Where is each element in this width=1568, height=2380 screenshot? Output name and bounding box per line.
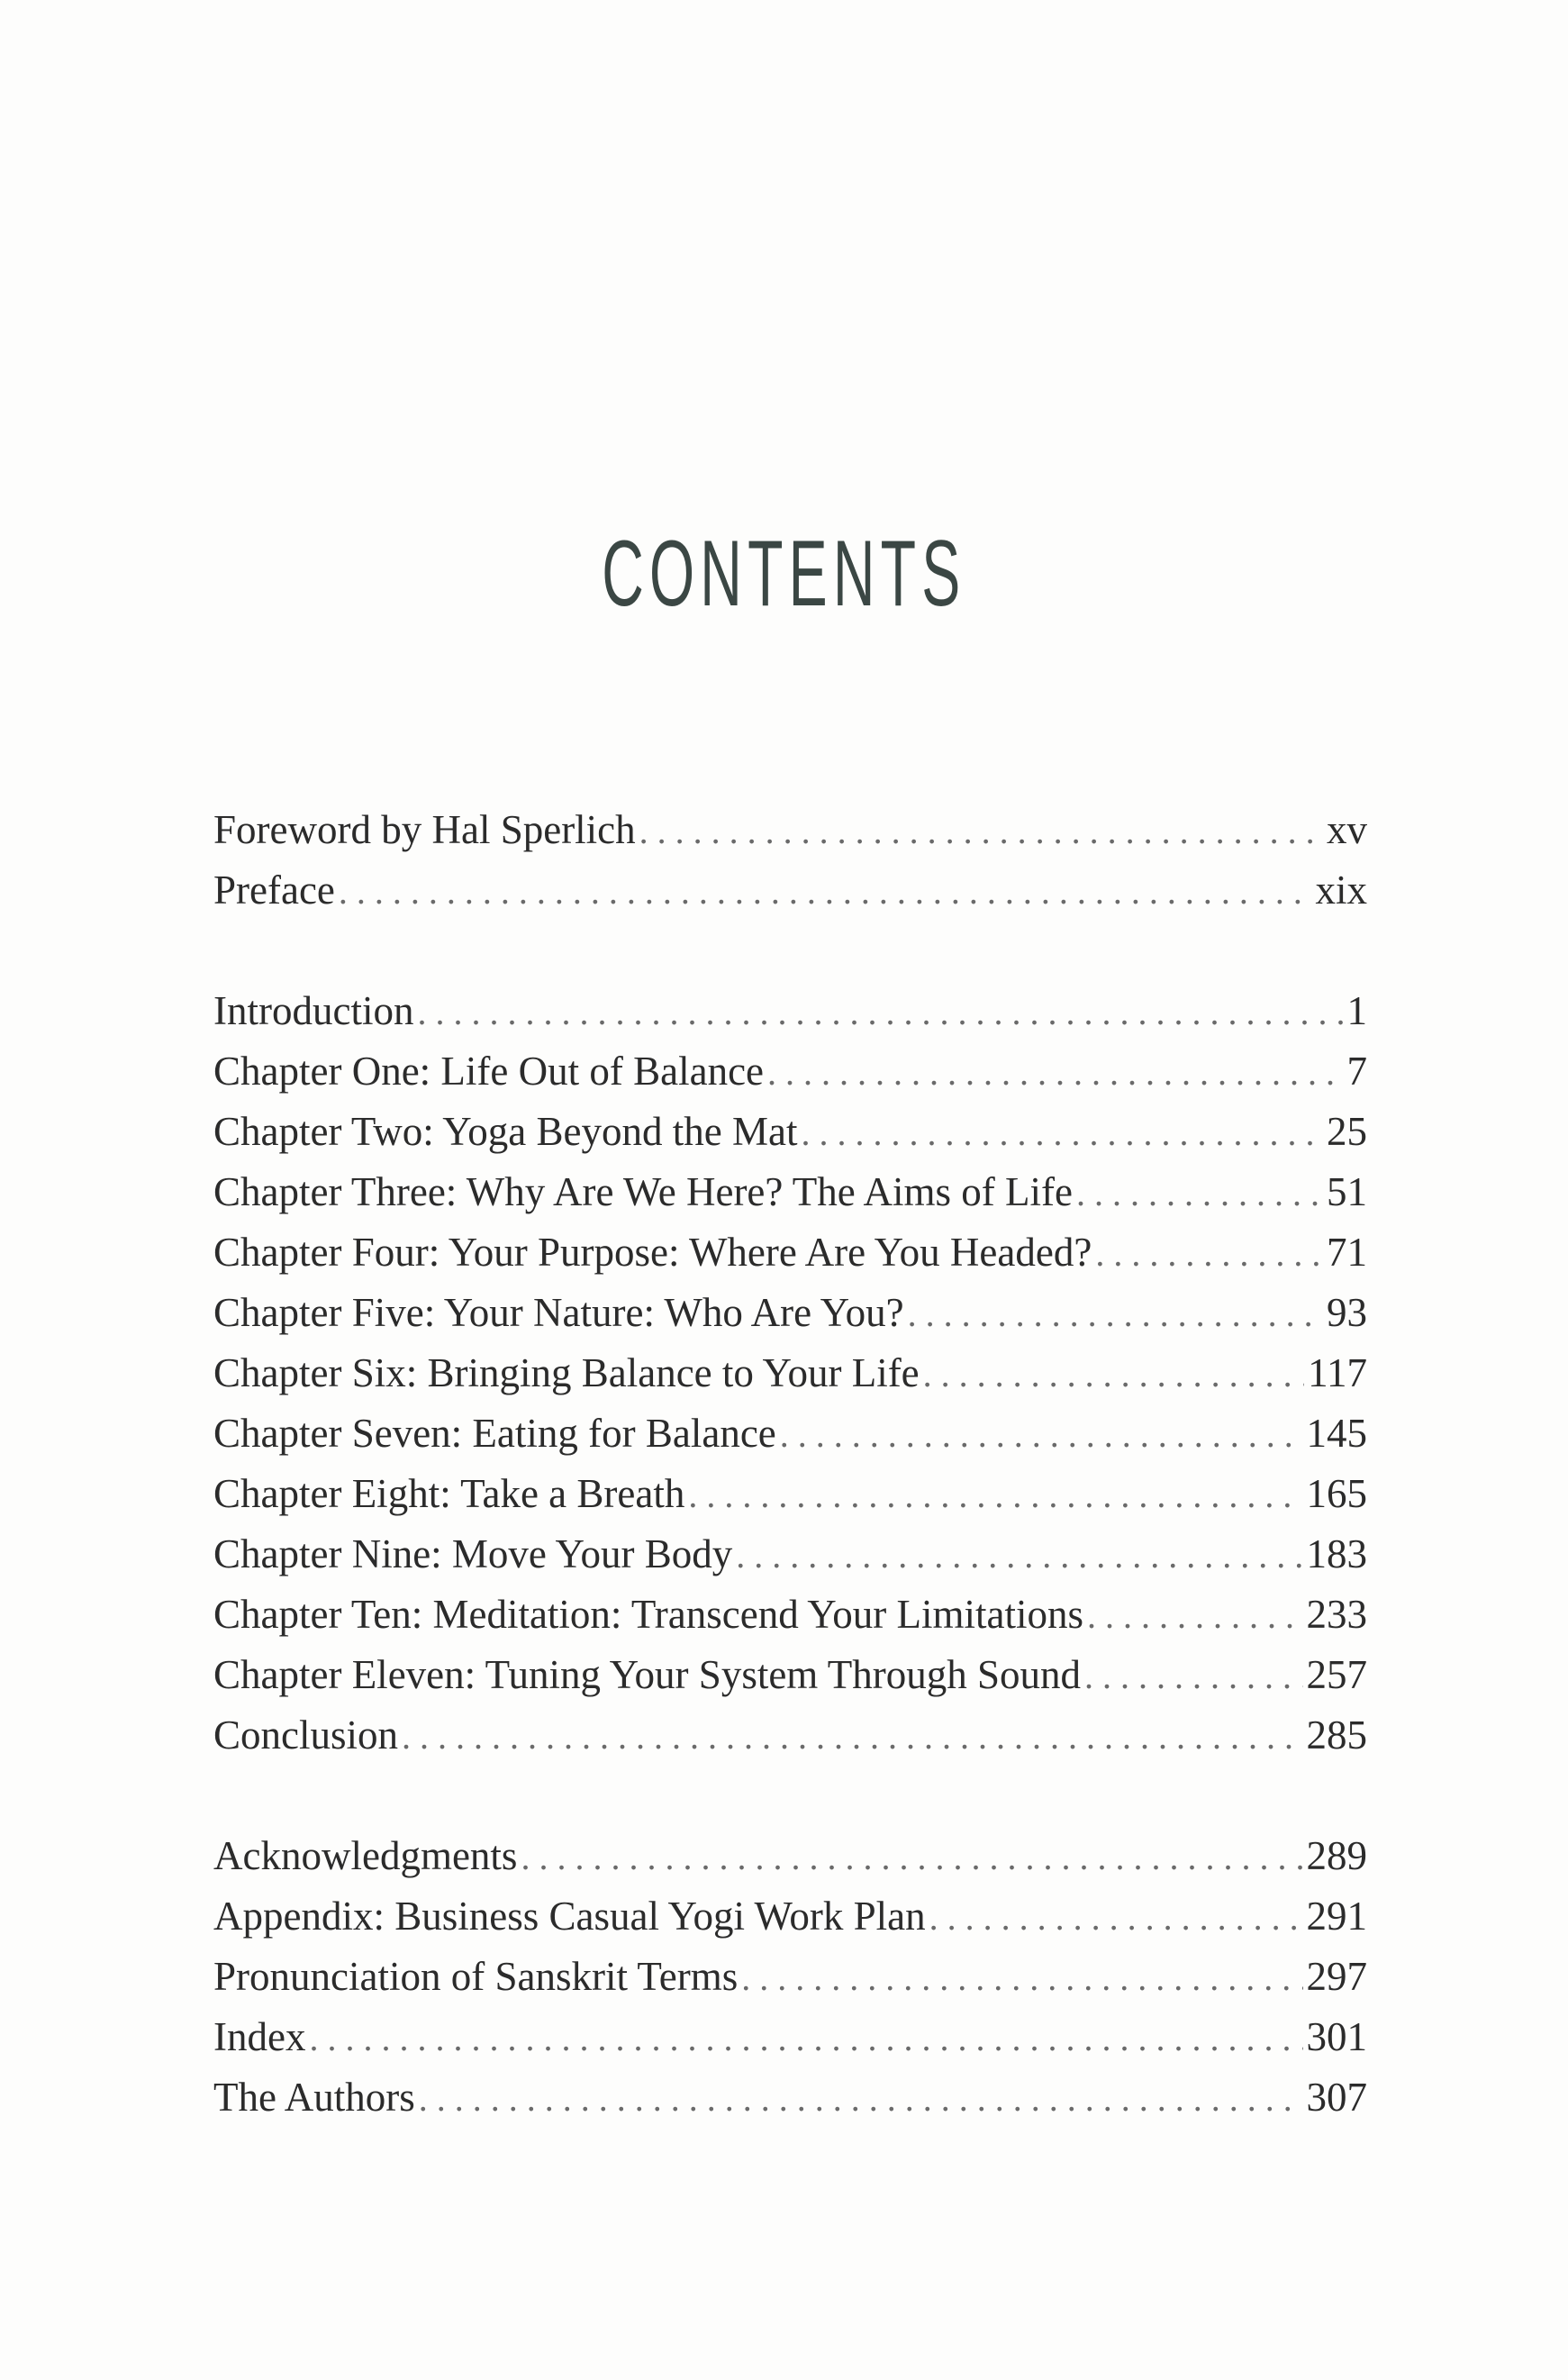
toc-entry-page: 51 [1327,1169,1367,1214]
toc-entry-title: Chapter Seven: Eating for Balance [213,1411,776,1456]
toc-entry [213,1645,1367,1705]
toc-entry [213,1283,1367,1343]
toc-entry [213,1403,1367,1464]
toc-entry-page: 307 [1306,2075,1367,2120]
dot-leader [929,1887,1303,1948]
dot-leader [801,1103,1323,1163]
toc-entry-title: Acknowledgments [213,1833,518,1878]
dot-leader [1084,1646,1303,1706]
toc-entry [213,800,1367,860]
toc-entry-page: xv [1327,807,1367,852]
toc-entry-page: 183 [1306,1531,1367,1576]
toc-entry-title: Chapter Ten: Meditation: Transcend Your Limitations [213,1592,1083,1637]
toc-entry [213,1524,1367,1585]
dot-leader [923,1344,1305,1404]
dot-leader [309,2008,1302,2068]
dot-leader [521,1827,1302,1887]
toc-entry-title: Preface [213,868,335,913]
toc-entry-page: 25 [1327,1109,1367,1154]
toc-entry [213,1041,1367,1102]
toc-entry-page: 297 [1306,1954,1367,1999]
dot-leader [339,861,1312,922]
dot-leader [908,1284,1323,1344]
dot-leader [1076,1163,1323,1223]
toc-entry-page: 145 [1306,1411,1367,1456]
toc-entry-title: Chapter Eleven: Tuning Your System Through Sound [213,1652,1081,1697]
toc-entry-page: 165 [1306,1471,1367,1516]
toc-entry-page: 257 [1306,1652,1367,1697]
dot-leader [767,1042,1343,1103]
table-of-contents [213,800,1367,2128]
toc-entry-page: 233 [1306,1592,1367,1637]
dot-leader [1087,1585,1303,1646]
dot-leader [417,982,1343,1042]
toc-entry-page: 285 [1306,1712,1367,1758]
toc-entry-page: 93 [1327,1290,1367,1335]
toc-entry-page: 289 [1306,1833,1367,1878]
toc-entry-title: Chapter Eight: Take a Breath [213,1471,685,1516]
toc-group-front-matter [213,800,1367,921]
toc-entry-page: 1 [1346,988,1367,1033]
dot-leader [419,2068,1303,2129]
toc-entry-title: Foreword by Hal Sperlich [213,807,636,852]
toc-entry-title: Pronunciation of Sanskrit Terms [213,1954,739,1999]
dot-leader [741,1948,1302,2008]
toc-entry-title: Chapter Four: Your Purpose: Where Are You Headed? [213,1230,1092,1275]
toc-entry [213,981,1367,1041]
dot-leader [780,1404,1303,1465]
toc-group-back-matter [213,1826,1367,2128]
toc-entry [213,1705,1367,1766]
toc-entry [213,1886,1367,1947]
toc-entry-page: 7 [1346,1049,1367,1094]
toc-entry-title: Chapter Six: Bringing Balance to Your Life [213,1350,920,1395]
toc-entry [213,2067,1367,2128]
toc-entry-page: 291 [1306,1894,1367,1939]
toc-entry [213,1162,1367,1222]
toc-entry [213,1947,1367,2007]
toc-entry [213,860,1367,921]
toc-entry-title: Appendix: Business Casual Yogi Work Plan [213,1894,926,1939]
toc-entry [213,1464,1367,1524]
toc-entry [213,1102,1367,1162]
page-title: CONTENTS [602,522,966,626]
toc-entry [213,2007,1367,2067]
dot-leader [1095,1223,1323,1284]
toc-entry-title: The Authors [213,2075,415,2120]
toc-entry-title: Conclusion [213,1712,399,1758]
toc-entry-title: Chapter One: Life Out of Balance [213,1049,765,1094]
toc-entry [213,1222,1367,1283]
dot-leader [736,1525,1302,1585]
toc-entry-title: Chapter Nine: Move Your Body [213,1531,733,1576]
dot-leader [688,1465,1302,1525]
dot-leader [402,1706,1302,1767]
toc-entry-title: Index [213,2014,306,2059]
toc-entry-title: Chapter Five: Your Nature: Who Are You? [213,1290,904,1335]
toc-entry-title: Introduction [213,988,414,1033]
toc-entry-page: 71 [1327,1230,1367,1275]
toc-entry [213,1343,1367,1403]
toc-entry-page: xix [1315,868,1367,913]
toc-entry-page: 117 [1308,1350,1367,1395]
toc-entry-title: Chapter Two: Yoga Beyond the Mat [213,1109,798,1154]
toc-entry [213,1826,1367,1886]
toc-group-chapters [213,981,1367,1766]
dot-leader [639,801,1323,861]
toc-entry-page: 301 [1306,2014,1367,2059]
toc-entry [213,1585,1367,1645]
toc-entry-title: Chapter Three: Why Are We Here? The Aims of Life [213,1169,1073,1214]
